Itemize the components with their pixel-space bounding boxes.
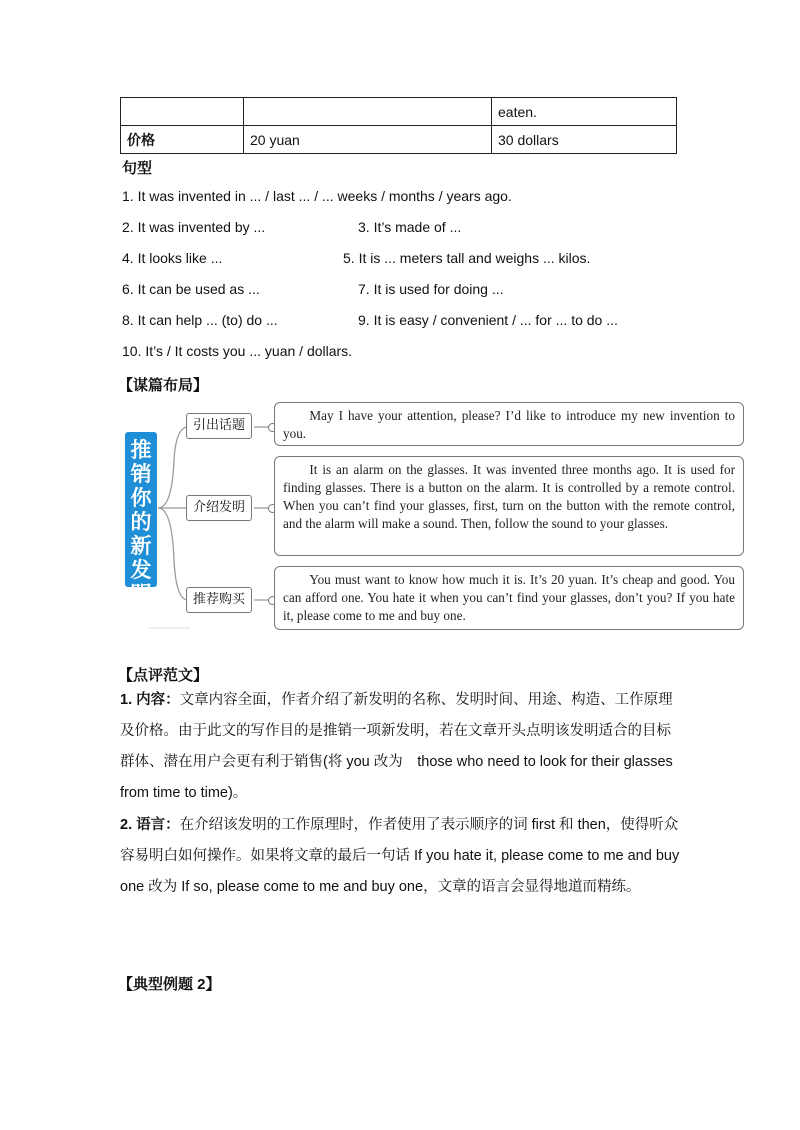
- branch-label-intro: 引出话题: [186, 413, 252, 439]
- layout-heading: 【谋篇布局】: [118, 377, 209, 394]
- pattern-item: 5. It is ... meters tall and weighs ... kilos.: [343, 250, 591, 266]
- branch-label-describe: 介绍发明: [186, 495, 252, 521]
- table-row: [121, 126, 677, 154]
- pattern-item: 4. It looks like ...: [122, 250, 223, 266]
- title-char: 你: [130, 486, 152, 510]
- table-cell: 20 yuan: [244, 126, 492, 154]
- review-point-1: [120, 685, 680, 809]
- table-cell: 30 dollars: [492, 126, 677, 154]
- branch-label-recommend: 推荐购买: [186, 587, 252, 613]
- title-char: 的: [130, 510, 152, 534]
- pattern-item: 10. It’s / It costs you ... yuan / dollars.: [122, 343, 353, 359]
- review-point-2-label: 2. 语言：: [120, 817, 180, 833]
- pattern-item: 1. It was invented in ... / last ... / ... weeks / months / years ago.: [122, 188, 512, 204]
- review-point-1-text: 文章内容全面，作者介绍了新发明的名称、发明时间、用途、构造、工作原理及价格。由于此文的写作目的是推销一项新发明，若在文章开头点明该发明适合的目标群体、潜在用户会更有利于销售(将 you 改为 those who need to look for their glasses from time to time)。: [120, 692, 673, 801]
- pattern-item: 8. It can help ... (to) do ...: [122, 312, 278, 328]
- review-point-2-text: 在介绍该发明的工作原理时，作者使用了表示顺序的词 first 和 then，使得听众容易明白如何操作。如果将文章的最后一句话 If you hate it, please come to me and buy one 改为 If so, please come to me and buy one，文章的语言会显得地道而精练。: [120, 817, 680, 895]
- table-cell: [244, 98, 492, 126]
- patterns-heading: 句型: [122, 160, 153, 177]
- title-char: 推: [130, 438, 152, 462]
- table-cell: [121, 98, 244, 126]
- table-cell: eaten.: [492, 98, 677, 126]
- review-heading: 【点评范文】: [118, 667, 209, 684]
- branch-text-describe: It is an alarm on the glasses. It was invented three months ago. It is used for finding glasses. There is a button on the alarm. It is controlled by a remote control. When you can’t find your glasses, first, turn on the button with the remote control, and the alarm will make a sound. Then, follow the sound to your glasses.: [274, 456, 744, 556]
- title-char: 发: [130, 558, 152, 582]
- title-char: 明: [130, 582, 152, 606]
- pattern-item: 2. It was invented by ...: [122, 219, 266, 235]
- review-point-2: [120, 810, 680, 903]
- example-heading: 【典型例题 2】: [118, 976, 221, 993]
- mindmap-center-title: [125, 432, 157, 606]
- pattern-item: 3. It’s made of ...: [358, 219, 462, 235]
- pattern-item: 7. It is used for doing ...: [358, 281, 504, 297]
- pattern-item: 9. It is easy / convenient / ... for ... to do ...: [358, 312, 618, 328]
- branch-text-intro: May I have your attention, please? I’d like to introduce my new invention to you.: [274, 402, 744, 446]
- table-cell-price-label: 价格: [121, 126, 244, 154]
- branch-text-recommend: You must want to know how much it is. It’s 20 yuan. It’s cheap and good. You can afford one. You hate it when you can’t find your glasses, don’t you? If you hate it, please come to me and buy one.: [274, 566, 744, 630]
- title-char: 新: [130, 534, 152, 558]
- review-point-1-label: 1. 内容：: [120, 692, 180, 708]
- title-char: 销: [130, 462, 152, 486]
- pattern-item: 6. It can be used as ...: [122, 281, 260, 297]
- table-row: [121, 98, 677, 126]
- comparison-table: [120, 97, 677, 154]
